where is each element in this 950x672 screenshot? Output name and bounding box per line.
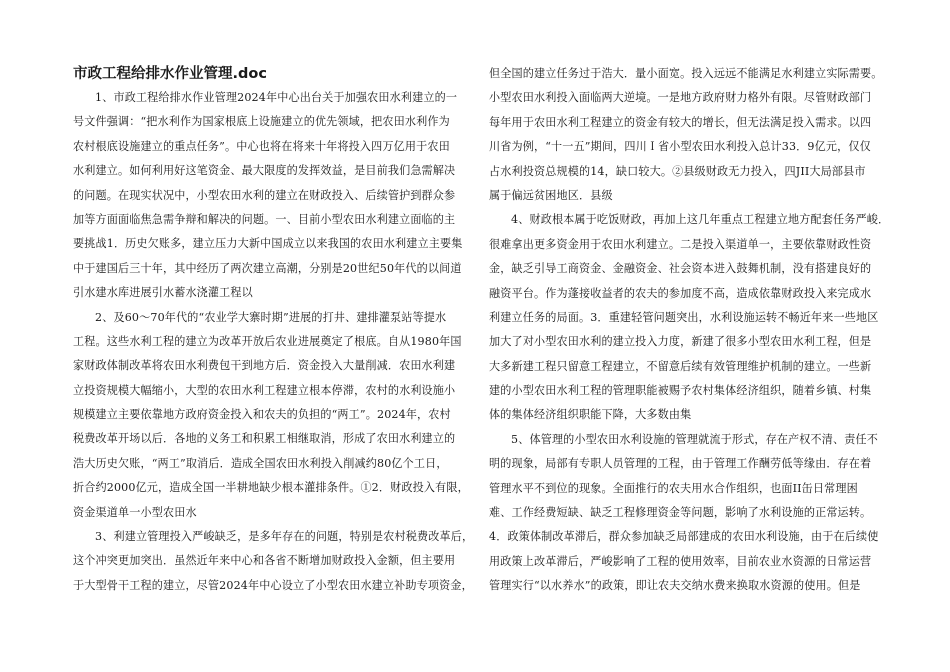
paragraph	[489, 428, 889, 599]
right-column-body	[489, 62, 889, 599]
text-line: 折合约2000亿元，造成全国一半耕地缺少根本灌排条件。①2．财政投入有限，	[73, 481, 469, 495]
text-line: 水利建立。如何利用好这笔资金、最大限度的发挥效益，是目前我们急需解决	[73, 164, 456, 178]
document-title: 市政工程给排水作业管理.doc	[73, 66, 267, 82]
text-line: 明的现象，局部有专职人员管理的工程，由于管理工作酬劳低等缘由．存在着	[489, 457, 872, 471]
text-line: 融资平台。作为蓬接收益者的农夫的参加度不高，造成依靠财政投入来完成水	[489, 286, 872, 300]
text-line: 管理实行“以水养水”的政策，即让农夫交纳水费来换取水资源的使用。但是	[489, 579, 861, 593]
text-line: 建的小型农田水利工程的管理职能被赐予农村集体经济组织，随着乡镇、村集	[489, 384, 872, 398]
paragraph	[73, 306, 473, 526]
paragraph	[489, 62, 889, 208]
text-line: 用政策上改革滞后，严峻影响了工程的使用效率，目前农业水资源的日常运营	[489, 554, 872, 568]
text-line: 浩大历史欠账，“两工”取消后．造成全国农田水利投入削减约80亿个工日，	[73, 456, 448, 470]
text-line: 1、市政工程给排水作业管理2024年中心出台关于加强农田水利建立的一	[95, 91, 458, 104]
text-line: 占水利投资总规模的14，缺口较大。②县级财政无力投入，四JII大局部县市	[489, 164, 866, 178]
text-line: 管理水平不到位的现象。全面推行的农夫用水合作组织，也面II缶日常理困	[489, 481, 858, 495]
text-line: 加大了对小型农田水利的建立投入力度，新建了很多小型农田水利工程，但是	[489, 335, 872, 349]
text-line: 立投资规模大幅缩小，大型的农田水利工程建立根本停滞，农村的水利设施小	[73, 383, 456, 397]
text-line: 每年用于农田水利工程建立的资金有较大的增长，但无法满足投入需求。以四	[489, 115, 872, 129]
paragraph	[489, 208, 889, 428]
text-line: 小型农田水利投入面临两大逆境。一是地方政府财力格外有限。尽管财政部门	[489, 91, 872, 105]
text-line: 4、财政根本属于吃饭财政，再加上这几年重点工程建立地方配套任务严峻．	[511, 213, 890, 227]
text-line: 这个冲突更加突出．虽然近年来中心和各省不断增加财政投入金额，但主要用	[73, 554, 456, 568]
left-column-body	[73, 86, 473, 598]
text-line: 引水建水库进展引水蓄水浇灌工程以	[73, 286, 253, 300]
text-line: 号文件强调：“把水利作为国家根底上设施建立的优先领域，把农田水利作为	[73, 115, 450, 129]
text-line: 属于偏远贫困地区．县级	[489, 188, 613, 202]
text-line: 规模建立主要依靠地方政府资金投入和农夫的负担的“两工”。2024年，农村	[73, 408, 451, 422]
text-line: 要挑战1．历史欠账多，建立压力大新中国成立以来我国的农田水利建立主要集	[73, 237, 463, 251]
text-line: 税费改革开场以后．各地的义务工和积累工相继取消，形成了农田水利建立的	[73, 432, 456, 446]
right-column	[489, 62, 889, 599]
text-line: 但全国的建立任务过于浩大．量小面宽。投入远远不能满足水利建立实际需要。	[489, 67, 883, 80]
text-line: 大多新建工程只留意工程建立，不留意后续有效管理维护机制的建立。一些新	[489, 359, 872, 373]
text-line: 加等方面面临焦急需争辩和解决的问题。一、目前小型农田水利建立面临的主	[73, 212, 456, 226]
text-line: 家财政体制改革将农田水利费包干到地方后．资金投入大量削减．农田水利建	[73, 359, 456, 373]
text-line: 资金渠道单一小型农田水	[73, 505, 197, 519]
text-line: 川省为例，“十一五”期间，四川Ｉ省小型农田水利投入总计33．9亿元，仅仅	[489, 140, 871, 154]
text-line: 体的集体经济组织职能下降，大多数由集	[489, 408, 692, 422]
text-line: 的问题。在现实状况中，小型农田水利的建立在财政投入、后续管护到群众参	[73, 188, 456, 202]
text-line: 3、利建立管理投入严峻缺乏，是多年存在的问题，特别是农村税费改革后，	[95, 530, 474, 544]
text-line: 4．政策体制改革滞后，群众参加缺乏局部建成的农田水利设施，由于在后续使	[489, 530, 879, 544]
text-line: 利建立任务的局面。3．重建轻管问题突出，水利设施运转不畅近年来一些地区	[489, 310, 879, 324]
text-line: 中于建国后三十年，其中经历了两次建立高潮，分别是20世纪50年代的以间道	[73, 261, 462, 275]
left-column	[73, 62, 473, 598]
text-line: 于大型骨干工程的建立，尽管2024年中心设立了小型农田水建立补助专项资金，	[73, 578, 473, 592]
text-line: 农村根底设施建立的重点任务”。中心也将在将来十年将投入四万亿用于农田	[73, 139, 450, 153]
text-line: 5、体管理的小型农田水利设施的管理就流于形式，存在产权不清、责任不	[511, 432, 879, 446]
text-line: 金，缺乏引导工商资金、金融资金、社会资本进入鼓舞机制，没有搭建良好的	[489, 262, 872, 276]
text-line: 2、及60～70年代的“农业学大寨时期”进展的打井、建排灌泵站等提水	[95, 310, 447, 324]
text-line: 工程。这些水利工程的建立为改革开放后农业进展奠定了根底。自从1980年国	[73, 334, 462, 348]
text-line: 很难拿出更多资金用于农田水利建立。二是投入渠道单一，主要依靠财政性资	[489, 237, 872, 251]
paragraph	[73, 525, 473, 598]
paragraph	[73, 86, 473, 306]
text-line: 难、工作经费短缺、缺乏工程修理资金等问题，影响了水利设施的正常运转。	[489, 506, 872, 520]
